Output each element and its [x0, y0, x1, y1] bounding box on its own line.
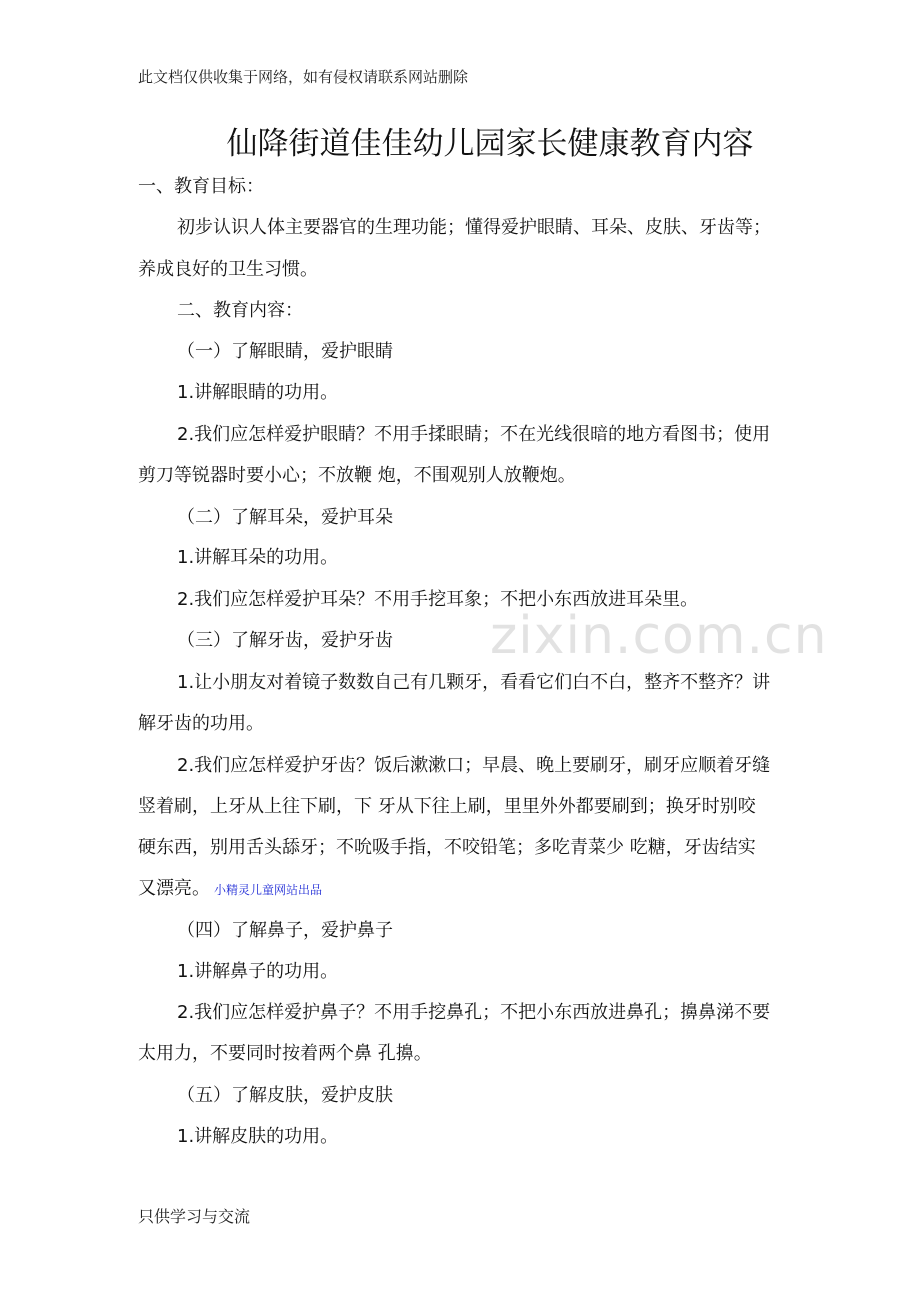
paragraph-line: 1.讲解耳朵的功用。 — [177, 547, 339, 568]
paragraph-line: 剪刀等锐器时要小心；不放鞭 炮，不围观别人放鞭炮。 — [138, 465, 576, 486]
subsection-heading-ears: （二）了解耳朵，爱护耳朵 — [177, 507, 393, 528]
paragraph-line: 2.我们应怎样爱护牙齿？饭后漱漱口；早晨、晚上要刷牙，刷牙应顺着牙缝 — [177, 755, 771, 776]
subsection-heading-skin: （五）了解皮肤，爱护皮肤 — [177, 1085, 393, 1106]
paragraph-line: 硬东西，别用舌头舔牙；不吮吸手指，不咬铅笔；多吃青菜少 吃糖，牙齿结实 — [138, 837, 756, 858]
paragraph-line: 2.我们应怎样爱护鼻子？不用手挖鼻孔；不把小东西放进鼻孔；擤鼻涕不要 — [177, 1002, 771, 1023]
paragraph-line: 初步认识人体主要器官的生理功能；懂得爱护眼睛、耳朵、皮肤、牙齿等； — [177, 217, 771, 238]
watermark: zixin.com.cn — [490, 606, 828, 666]
paragraph-line: 解牙齿的功用。 — [138, 713, 264, 734]
site-credit-label: 小精灵儿童网站出品 — [214, 883, 323, 897]
paragraph-line: 竖着刷，上牙从上往下刷，下 牙从下往上刷，里里外外都要刷到；换牙时别咬 — [138, 796, 756, 817]
paragraph-line-with-credit — [138, 877, 322, 902]
document-title: 仙降街道佳佳幼儿园家长健康教育内容 — [226, 126, 754, 162]
subsection-heading-eyes: （一）了解眼睛，爱护眼睛 — [177, 341, 393, 362]
footer-disclaimer: 只供学习与交流 — [138, 1207, 251, 1226]
section-heading-content: 二、教育内容： — [177, 300, 303, 321]
section-heading-goals: 一、教育目标： — [138, 176, 264, 197]
paragraph-line: 养成良好的卫生习惯。 — [138, 259, 318, 280]
paragraph-line: 1.讲解眼睛的功用。 — [177, 382, 339, 403]
subsection-heading-teeth: （三）了解牙齿，爱护牙齿 — [177, 630, 393, 651]
paragraph-line: 2.我们应怎样爱护眼睛？不用手揉眼睛；不在光线很暗的地方看图书；使用 — [177, 424, 771, 445]
paragraph-line: 2.我们应怎样爱护耳朵？不用手挖耳象；不把小东西放进耳朵里。 — [177, 589, 699, 610]
header-disclaimer: 此文档仅供收集于网络，如有侵权请联系网站删除 — [138, 68, 469, 86]
subsection-heading-nose: （四）了解鼻子，爱护鼻子 — [177, 920, 393, 941]
paragraph-line: 1.让小朋友对着镜子数数自己有几颗牙，看看它们白不白，整齐不整齐？讲 — [177, 672, 771, 693]
paragraph-line: 太用力，不要同时按着两个鼻 孔擤。 — [138, 1043, 432, 1064]
paragraph-line: 1.讲解鼻子的功用。 — [177, 961, 339, 982]
paragraph-line: 1.讲解皮肤的功用。 — [177, 1126, 339, 1147]
paragraph-text: 又漂亮。 — [138, 878, 210, 899]
